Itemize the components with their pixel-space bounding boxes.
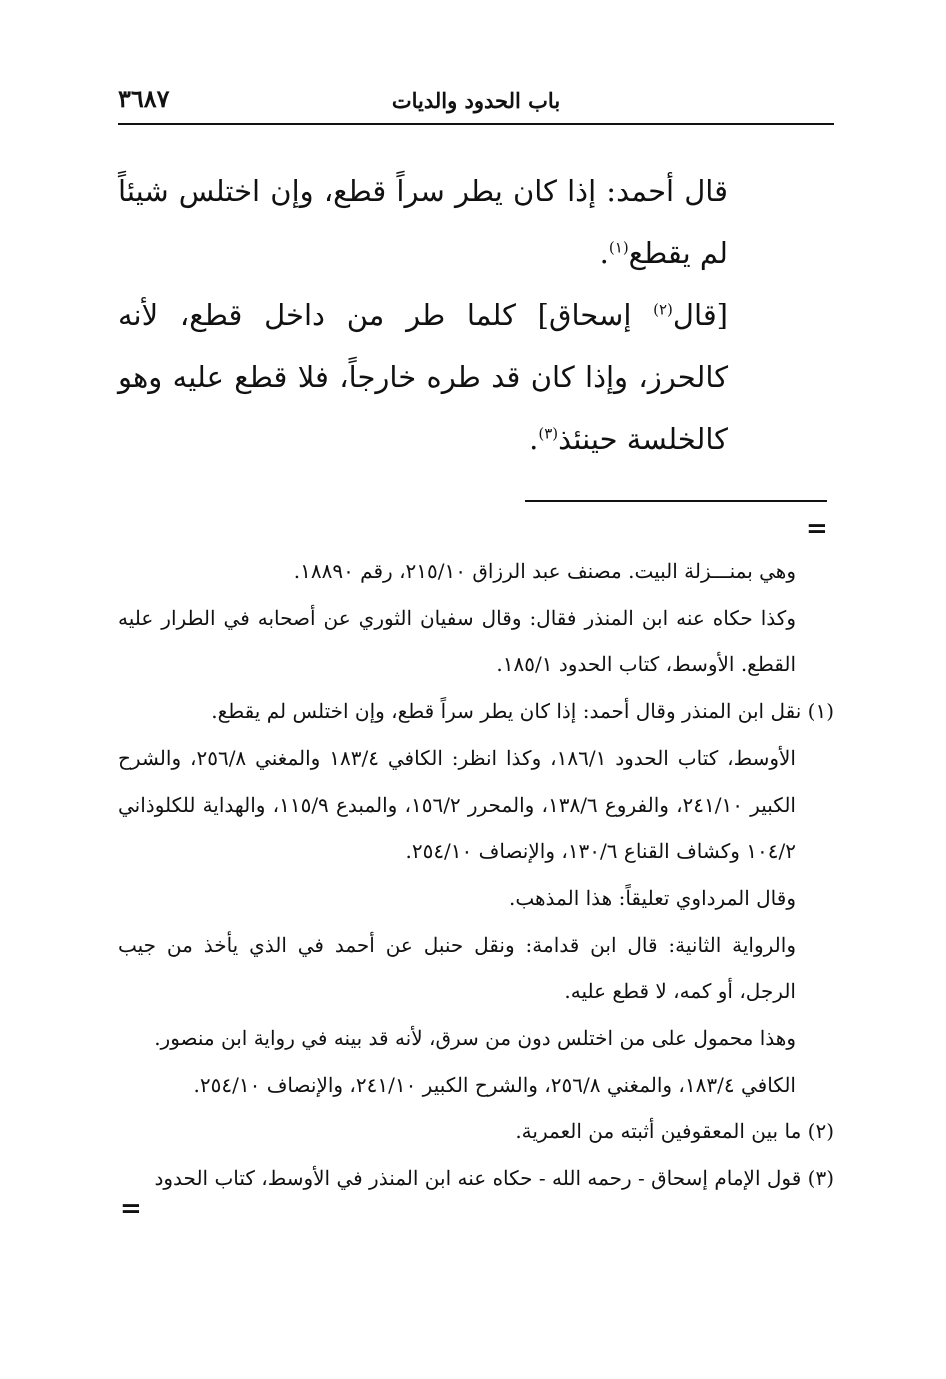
footnote-2: (٢) ما بين المعقوفين أثبته من العمرية. — [515, 1119, 834, 1144]
page-number: ٣٦٨٧ — [118, 84, 170, 113]
main-paragraph-1 — [118, 160, 728, 284]
footnote-line: وهذا محمول على من اختلس دون من سرق، لأنه قد بينه في رواية ابن منصور. — [154, 1026, 796, 1051]
footnote-3: (٣) قول الإمام إسحاق - رحمه الله - حكاه عنه ابن المنذر في الأوسط، كتاب الحدود — [154, 1166, 834, 1191]
footnote-line: وكذا حكاه عنه ابن المنذر فقال: وقال سفيان الثوري عن أصحابه في الطرار عليه القطع. الأوسط، كتاب الحدود ١٨٥/١. — [118, 605, 796, 677]
continuation-mark-top: = — [806, 514, 828, 544]
main-paragraph-2 — [118, 284, 728, 470]
main-text — [118, 160, 728, 470]
main-paragraph-2-open: [قال — [672, 298, 728, 332]
main-paragraph-1-end: . — [599, 236, 609, 270]
footnotes — [118, 548, 834, 1202]
footnote-ref-3: (٣) — [538, 424, 559, 443]
footnote-line: والرواية الثانية: قال ابن قدامة: ونقل حنبل عن أحمد في الذي يأخذ من جيب الرجل، أو كمه، لا قطع عليه. — [118, 932, 796, 1004]
running-header — [118, 80, 834, 120]
continuation-mark-bottom: = — [120, 1194, 142, 1224]
footnote-1: (١) نقل ابن المنذر وقال أحمد: إذا كان يطر سراً قطع، وإن اختلس لم يقطع. — [211, 699, 834, 724]
chapter-title: باب الحدود والديات — [391, 88, 561, 113]
main-paragraph-2-text: إسحاق] كلما طر من داخل قطع، لأنه كالحرز، وإذا كان قد طره خارجاً، فلا قطع عليه وهو كالخلسة حينئذ — [118, 298, 728, 456]
footnote-line: الكافي ١٨٣/٤، والمغني ٢٥٦/٨، والشرح الكبير ٢٤١/١٠، والإنصاف ٢٥٤/١٠. — [193, 1072, 796, 1097]
footnote-ref-2: (٢) — [653, 300, 673, 319]
main-paragraph-2-end: . — [529, 422, 539, 456]
footnote-separator — [525, 500, 827, 502]
footnote-line: الأوسط، كتاب الحدود ١٨٦/١، وكذا انظر: الكافي ١٨٣/٤ والمغني ٢٥٦/٨، والشرح الكبير ٢٤١/١٠، والفروع ١٣٨/٦، والمحرر ١٥٦/٢، والمبدع ١١٥/٩، والهداية للكلوذاني ١٠٤/٢ وكشاف القناع ١٣٠/٦، والإنصاف ٢٥٤/١٠. — [118, 745, 796, 864]
footnote-ref-1: (١) — [608, 238, 629, 257]
footnote-line: وقال المرداوي تعليقاً: هذا المذهب. — [509, 885, 796, 910]
header-rule — [118, 123, 834, 125]
main-paragraph-1-text: قال أحمد: إذا كان يطر سراً قطع، وإن اختلس شيئاً لم يقطع — [118, 174, 728, 270]
footnote-line: وهي بمنـــزلة البيت. مصنف عبد الرزاق ٢١٥/١٠، رقم ١٨٨٩٠. — [293, 559, 796, 583]
